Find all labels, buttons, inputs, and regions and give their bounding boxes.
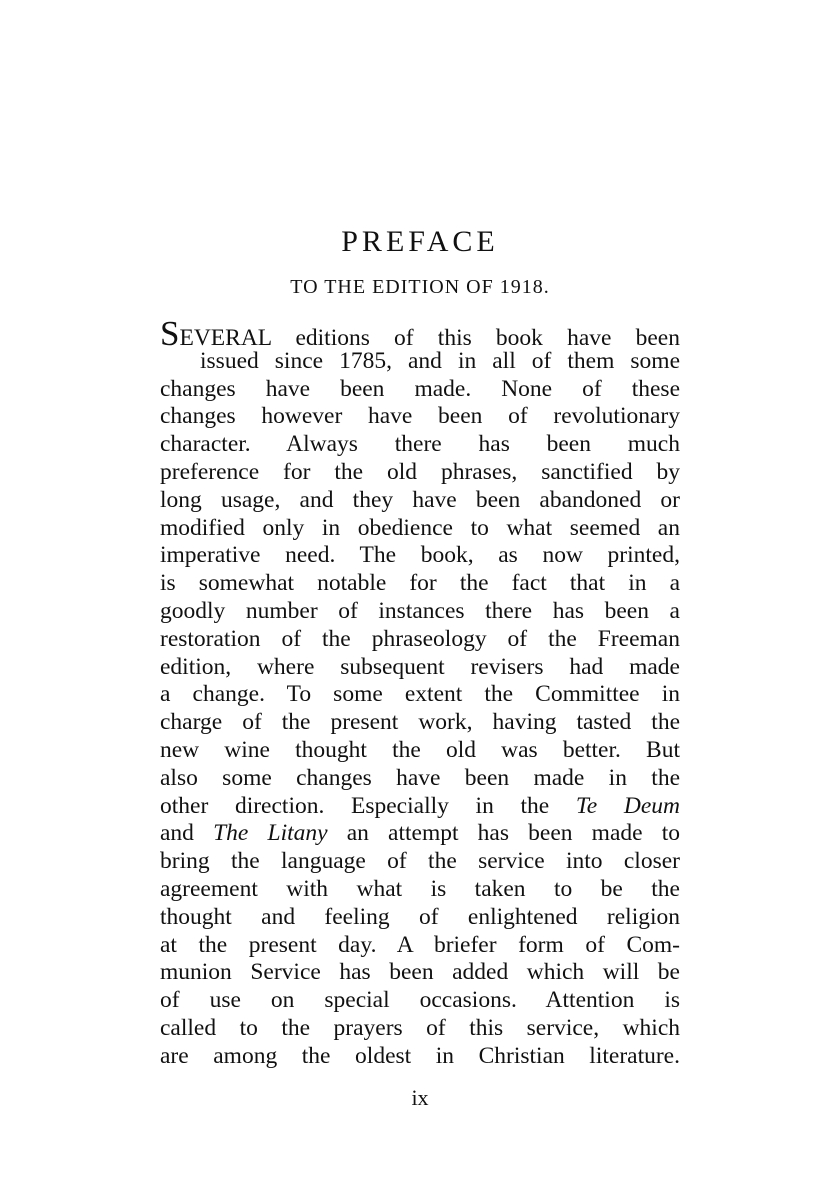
text-line: goodly number of instances there has been a	[160, 597, 680, 624]
first-line-text: EVERAL editions of this book have been	[179, 325, 680, 351]
text-line	[160, 820, 680, 848]
text-line: restoration of the phraseology of the Freeman	[160, 625, 680, 652]
text-line: imperative need. The book, as now printed,	[160, 542, 680, 569]
text-line: changes have been made. None of these	[160, 375, 680, 402]
italic-title-litany: The Litany	[213, 820, 328, 847]
text-line: modified only in obedience to what seemed an	[160, 514, 680, 541]
text-line: charge of the present work, having tasted the	[160, 709, 680, 736]
text-line: of use on special occasions. Attention is	[160, 987, 680, 1014]
text-line: preference for the old phrases, sanctified by	[160, 458, 680, 485]
text-line: agreement with what is taken to be the	[160, 875, 680, 902]
text-line: edition, where subsequent revisers had made	[160, 653, 680, 680]
text-line: new wine thought the old was better. But	[160, 736, 680, 763]
text-line: long usage, and they have been abandoned or	[160, 486, 680, 513]
text-line	[160, 314, 680, 353]
text-line: bring the language of the service into closer	[160, 848, 680, 875]
italic-title-te-deum: Te Deum	[575, 792, 680, 819]
text-line: also some changes have been made in the	[160, 764, 680, 791]
text-line: thought and feeling of enlightened religion	[160, 903, 680, 930]
text-line: is somewhat notable for the fact that in a	[160, 570, 680, 597]
page-number: ix	[411, 1085, 429, 1110]
drop-cap-letter: S	[160, 314, 180, 353]
text-line: called to the prayers of this service, which	[160, 1014, 680, 1041]
text-line: issued since 1785, and in all of them some	[200, 347, 680, 374]
text-line: changes however have been of revolutionary	[160, 403, 680, 430]
text-line: at the present day. A briefer form of Com-	[160, 931, 680, 958]
text-line: character. Always there has been much	[160, 431, 680, 458]
page-title: PREFACE	[341, 225, 499, 258]
page-subtitle: TO THE EDITION OF 1918.	[290, 276, 550, 298]
text-line: munion Service has been added which will be	[160, 959, 680, 986]
text-line: are among the oldest in Christian literature.	[160, 1042, 680, 1069]
text-segment: an attempt has been made to	[327, 820, 681, 847]
text-line: a change. To some extent the Committee in	[160, 681, 680, 708]
text-segment: and	[160, 820, 214, 847]
preface-body	[160, 314, 681, 1071]
text-segment: other direction. Especially in the	[160, 792, 576, 819]
text-line	[160, 793, 680, 821]
